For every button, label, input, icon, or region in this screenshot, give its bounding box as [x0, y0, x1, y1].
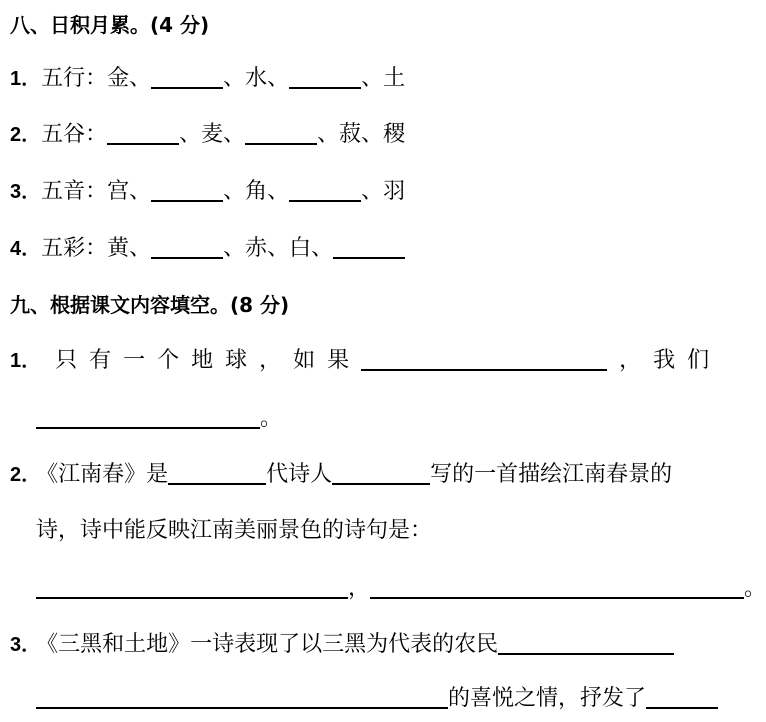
item-text: 、水、	[223, 66, 290, 91]
answer-blank[interactable]	[151, 65, 223, 89]
answer-blank[interactable]	[245, 121, 317, 145]
item-text: 、羽	[361, 179, 406, 204]
item-text: 、赤、白、	[223, 236, 334, 261]
item-9-2-line3	[36, 574, 766, 604]
answer-blank[interactable]	[289, 178, 361, 202]
answer-blank[interactable]	[498, 631, 674, 655]
item-text: 。	[744, 576, 766, 601]
item-text: 、土	[361, 66, 406, 91]
answer-blank[interactable]	[646, 685, 718, 709]
item-text: 代诗人	[266, 462, 333, 487]
item-number: 2．	[10, 464, 42, 486]
item-number: 3．	[10, 634, 42, 656]
item-8-4	[10, 234, 405, 264]
section-9-heading: 九、根据课文内容填空。(8 分)	[10, 293, 290, 317]
answer-blank[interactable]	[151, 178, 223, 202]
answer-blank[interactable]	[168, 461, 266, 485]
item-9-3	[10, 630, 674, 660]
item-8-3	[10, 177, 405, 207]
item-9-1	[10, 346, 721, 376]
item-text: 写的一首描绘江南春景的	[430, 462, 673, 487]
answer-blank[interactable]	[289, 65, 361, 89]
answer-blank[interactable]	[332, 461, 430, 485]
item-8-1	[10, 64, 405, 94]
answer-blank[interactable]	[36, 685, 448, 709]
answer-blank[interactable]	[36, 575, 348, 599]
item-9-3-line2	[36, 684, 718, 714]
item-text: 五彩：黄、	[41, 236, 152, 261]
answer-blank[interactable]	[370, 575, 744, 599]
item-text: 五行：金、	[41, 66, 152, 91]
item-number: 4．	[10, 238, 42, 260]
item-text: 、菽、稷	[317, 122, 406, 147]
item-text: 、角、	[223, 179, 290, 204]
item-9-1-cont	[36, 404, 282, 434]
item-text: 《三黑和土地》一诗表现了以三黑为代表的农民	[47, 632, 499, 657]
item-number: 2．	[10, 124, 42, 146]
answer-blank[interactable]	[107, 121, 179, 145]
answer-blank[interactable]	[36, 405, 260, 429]
item-text: 只有一个地球，如果	[55, 348, 362, 373]
item-text: ，	[348, 576, 371, 601]
item-9-2	[10, 460, 672, 490]
item-number: 3．	[10, 181, 42, 203]
item-text: 、麦、	[179, 122, 246, 147]
item-9-2-line2: 诗，诗中能反映江南美丽景色的诗句是：	[36, 518, 433, 543]
item-text: ，我们	[619, 348, 722, 373]
item-text: 《江南春》是	[47, 462, 169, 487]
item-text: 的喜悦之情，抒发了	[448, 686, 647, 711]
item-text: 五音：宫、	[41, 179, 152, 204]
item-text: 。	[260, 406, 283, 431]
item-number: 1．	[10, 68, 42, 90]
answer-blank[interactable]	[333, 235, 405, 259]
item-number: 1．	[10, 350, 42, 372]
answer-blank[interactable]	[151, 235, 223, 259]
section-8-heading: 八、日积月累。(4 分)	[10, 13, 210, 37]
item-text: 五谷：	[41, 122, 108, 147]
answer-blank[interactable]	[361, 347, 607, 371]
item-8-2	[10, 120, 405, 150]
